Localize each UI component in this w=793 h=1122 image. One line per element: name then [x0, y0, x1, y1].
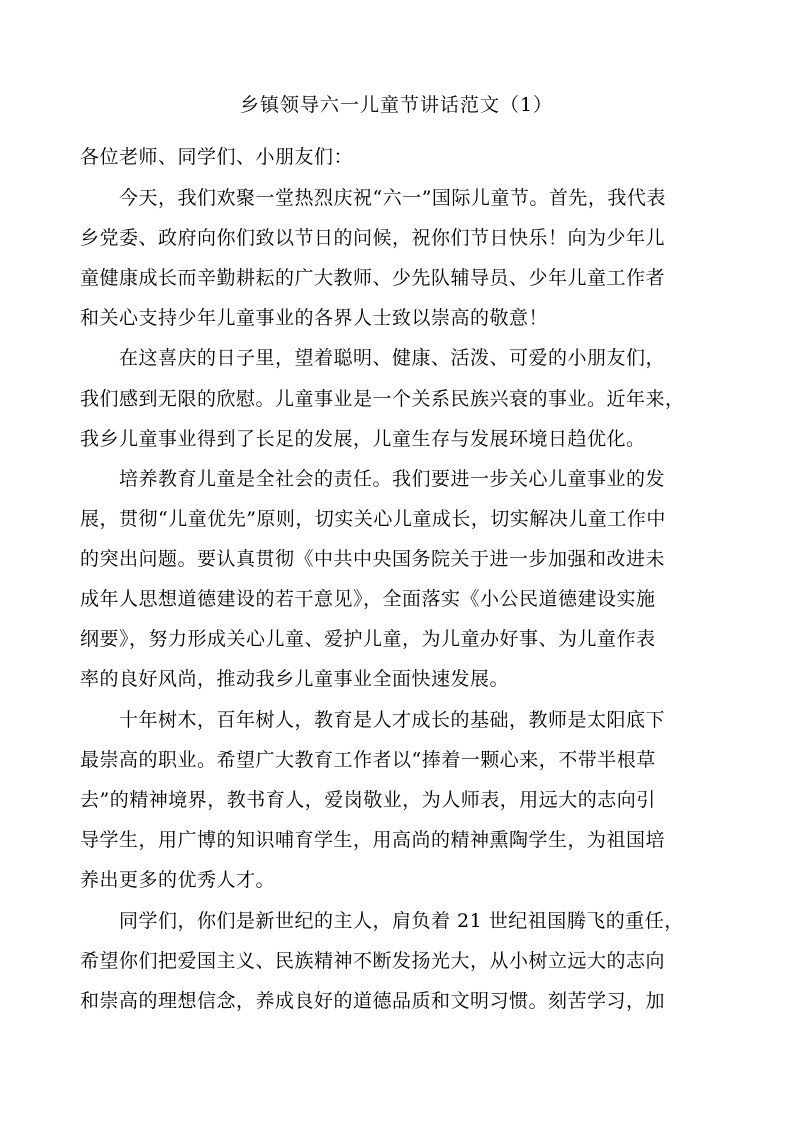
body-line: 和崇高的理想信念，养成良好的道德品质和文明习惯。刻苦学习，加: [80, 990, 666, 1012]
body-line: 的突出问题。要认真贯彻《中共中央国务院关于进一步加强和改进未: [80, 548, 666, 570]
body-line: 成年人思想道德建设的若干意见》，全面落实《小公民道德建设实施: [80, 588, 656, 610]
body-line: 十年树木，百年树人，教育是人才成长的基础，教师是太阳底下: [119, 709, 666, 731]
body-line: 纲要》，努力形成关心儿童、爱护儿童，为儿童办好事、为儿童作表: [80, 628, 656, 650]
body-line: 培养教育儿童是全社会的责任。我们要进一步关心儿童事业的发: [119, 468, 666, 490]
body-line: 展，贯彻“儿童优先”原则，切实关心儿童成长，切实解决儿童工作中: [80, 508, 666, 530]
body-line: 我乡儿童事业得到了长足的发展，儿童生存与发展环境日趋优化。: [80, 428, 646, 450]
body-line: 童健康成长而辛勤耕耘的广大教师、少先队辅导员、少年儿童工作者: [80, 267, 666, 289]
body-line: 养出更多的优秀人才。: [80, 869, 276, 891]
body-line: 我们感到无限的欣慰。儿童事业是一个关系民族兴衰的事业。近年来，: [80, 388, 685, 410]
body-line: 希望你们把爱国主义、民族精神不断发扬光大，从小树立远大的志向: [80, 950, 666, 972]
body-line: 今天，我们欢聚一堂热烈庆祝“六一”国际儿童节。首先，我代表: [119, 187, 666, 209]
body-line: 同学们，你们是新世纪的主人，肩负着 21 世纪祖国腾飞的重任，: [119, 910, 684, 932]
body-line: 去”的精神境界，教书育人，爱岗敬业，为人师表，用远大的志向引: [80, 789, 656, 811]
body-line: 最崇高的职业。希望广大教育工作者以“捧着一颗心来，不带半根草: [80, 749, 656, 771]
document-title: 乡镇领导六一儿童节讲话范文（1）: [239, 94, 554, 116]
body-line: 乡党委、政府向你们致以节日的问候，祝你们节日快乐！向为少年儿: [80, 227, 666, 249]
body-line: 在这喜庆的日子里，望着聪明、健康、活泼、可爱的小朋友们，: [119, 347, 666, 369]
salutation-line: 各位老师、同学们、小朋友们：: [80, 146, 354, 168]
body-line: 和关心支持少年儿童事业的各界人士致以崇高的敬意！: [80, 307, 549, 329]
body-line: 导学生，用广博的知识哺育学生，用高尚的精神熏陶学生，为祖国培: [80, 829, 666, 851]
body-line: 率的良好风尚，推动我乡儿童事业全面快速发展。: [80, 668, 510, 690]
